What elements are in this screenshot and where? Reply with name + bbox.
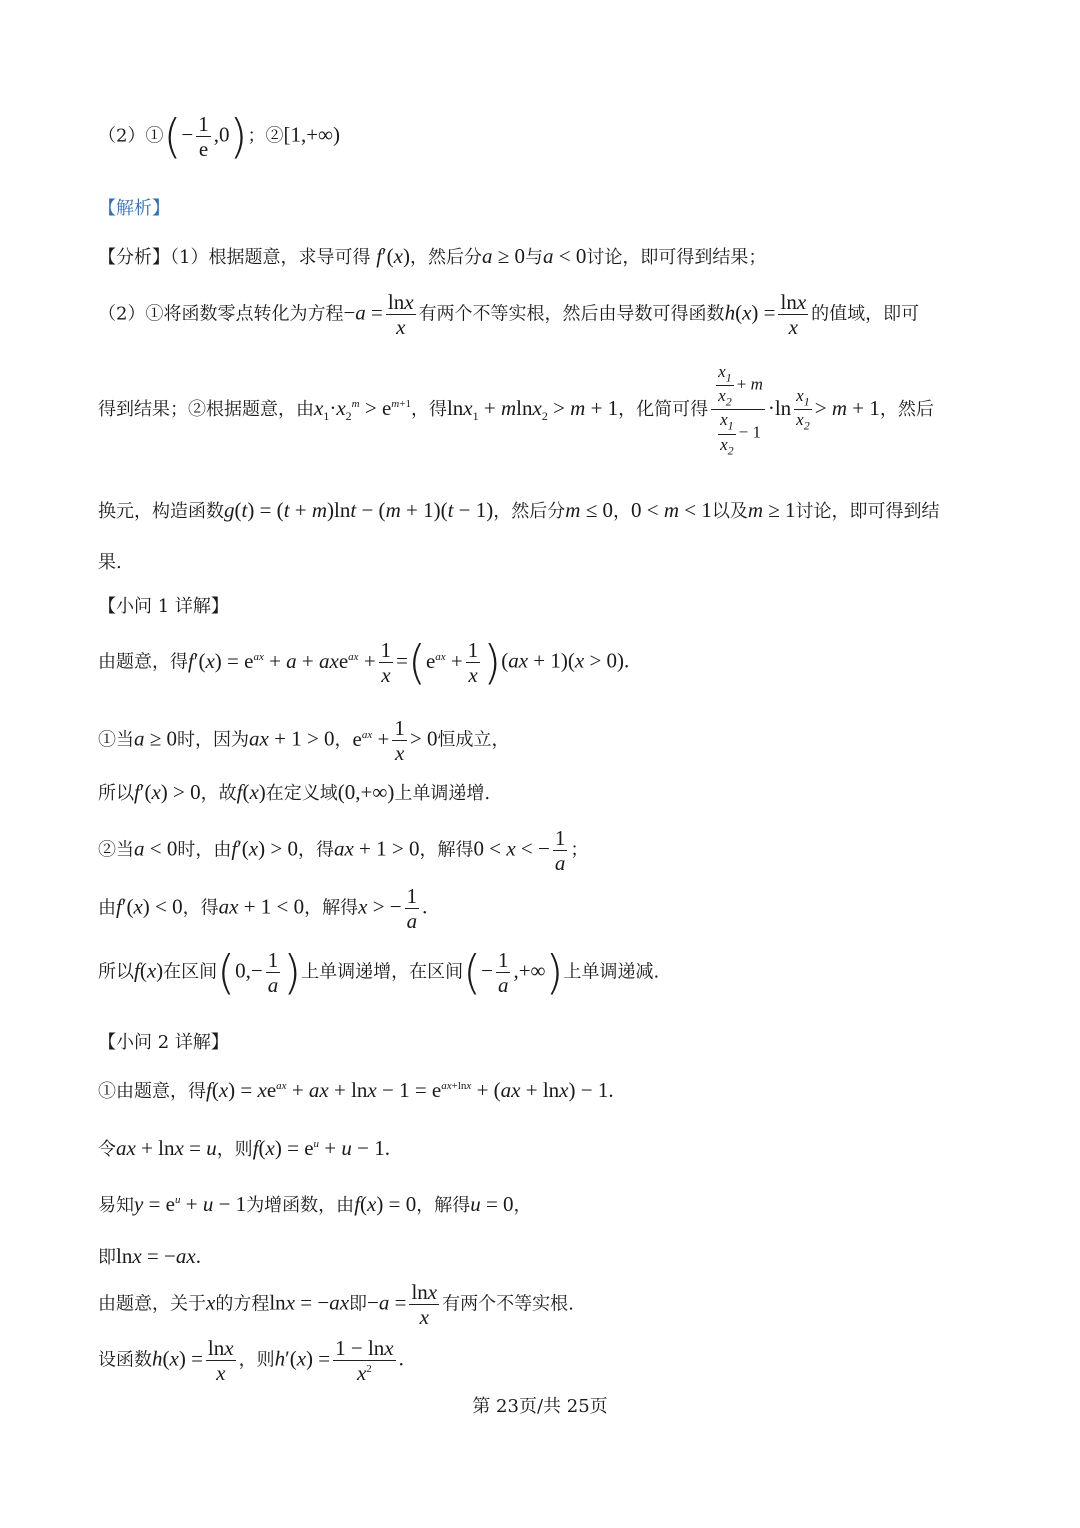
q1-text: ①当 xyxy=(98,729,134,751)
analysis-text: 与 xyxy=(524,247,543,268)
q2-text: ①由题意，得 xyxy=(98,1081,206,1102)
analysis-line-1: 【分析】（1）根据题意，求导可得 f′(x)，然后分a ≥ 0与a < 0讨论，即可得到结果； xyxy=(98,244,767,268)
q2-line-1: ①由题意，得$f(x) = xe^{ax}$ + ax + $\ln x - 1 = e^{ax+lnx} + (ax + \ln x) - 1$. xyxy=(98,1078,614,1102)
q2-text: 设函数 xyxy=(98,1349,152,1371)
answer-2-sep: ；② xyxy=(247,125,284,147)
q1-text: ，故 xyxy=(200,783,237,804)
analysis-text: ，得 xyxy=(410,398,447,420)
q2-text: 由题意，关于 xyxy=(98,1293,206,1315)
q1-text: 时，因为 xyxy=(177,729,250,751)
q2-title: 【小问 2 详解】 xyxy=(98,1032,229,1053)
q1-text: 所以 xyxy=(98,783,134,804)
analysis-text: 讨论，即可得到结 xyxy=(795,501,940,522)
q2-text: 的方程 xyxy=(215,1293,270,1315)
analysis-text: ，然后分 xyxy=(409,247,482,268)
page-footer: 第 23页/共 25页 xyxy=(472,1396,608,1417)
analysis-text: 讨论，即可得到结果； xyxy=(586,247,767,268)
q1-title: 【小问 1 详解】 xyxy=(98,596,229,617)
analysis-text: 有两个不等实根，然后由导数可得函数 xyxy=(418,303,725,325)
q2-text: 即 xyxy=(98,1247,116,1268)
analysis-text: ， xyxy=(612,501,631,522)
q1-text: ， xyxy=(334,729,353,751)
q1-line-6: 所以f(x)在区间(0,− $\frac{1}{a}$ )上单调递增，在区间(− $\frac{1}{a}$ ,+∞)上单调递减. xyxy=(98,945,660,1000)
q1-text: 上单调递减. xyxy=(563,961,660,983)
q2-text: ，解得 xyxy=(416,1195,471,1216)
analysis-line-3: 得到结果；②根据题意，由$x_1\cdot x_2^m > e^{m+1}$，得lnx$_1$ + mlnx$_2$ > m + 1，化简可得 $\frac{x_1}{x_2}$ + m $\frac{x_1}{x_2}$ − 1 ·ln $\frac{x_1}{x_2}$ > m + 1，然后 xyxy=(98,362,934,457)
q2-text: ， xyxy=(513,1195,532,1216)
analysis-text: 的值域，即可 xyxy=(811,303,920,325)
q2-text: 即 xyxy=(349,1293,368,1315)
q1-line-4: ②当a < 0时，由f′(x) > 0，得ax + 1 > 0，解得0 < x < − $\frac{1}{a}$ ； xyxy=(98,826,589,876)
q1-line-2: ①当a ≥ 0时，因为ax + 1 > 0，$e^{ax}$ + $\frac{1}{x}$ > 0恒成立， xyxy=(98,716,510,766)
q2-text: 有两个不等实根. xyxy=(442,1293,574,1315)
analysis-text: （2）①将函数零点转化为方程 xyxy=(98,303,344,325)
q1-text: ，得 xyxy=(297,839,334,861)
answer-2-line: （2）①(− $\frac{1}{e}$ ,0)；②[1,+∞) xyxy=(98,109,341,164)
q1-text: 在区间 xyxy=(163,961,218,983)
q2-line-6: 设函数h(x) = $\frac{\ln x}{x}$ ，则h′(x) = $\frac{1 - \ln x}{x^2}$ . xyxy=(98,1336,404,1386)
analysis-text: ，然后 xyxy=(879,398,934,420)
q1-text: ，解得 xyxy=(419,839,474,861)
q2-text: 为增函数，由 xyxy=(246,1195,355,1216)
analysis-text: 得到结果；②根据题意，由 xyxy=(98,398,314,420)
analysis-line-5: 果. xyxy=(98,552,122,573)
jiexi-heading: 【解析】 xyxy=(98,198,170,219)
q2-text: 易知 xyxy=(98,1195,134,1216)
answer-2-interval: [1,+∞) xyxy=(283,122,341,147)
q1-text: 上单调递增. xyxy=(394,783,491,804)
q2-text: ，则 xyxy=(216,1139,253,1160)
q1-text: ②当 xyxy=(98,839,134,861)
answer-2-prefix: （2）① xyxy=(98,125,164,147)
analysis-text: 换元，构造函数 xyxy=(98,501,224,522)
q1-text: 由 xyxy=(98,897,116,919)
q2-line-3: 易知$y = e^u + u - 1$为增函数，由f(x) = 0，解得u = 0， xyxy=(98,1192,532,1216)
analysis-text: ，然后分 xyxy=(493,501,566,522)
analysis-text: （1）根据题意，求导可得 xyxy=(170,247,371,268)
q1-text: ，解得 xyxy=(304,897,359,919)
q2-line-4: 即lnx = −ax. xyxy=(98,1244,201,1268)
q1-text: 由题意，得 xyxy=(98,651,188,673)
analysis-text: 以及 xyxy=(711,501,748,522)
analysis-label: 【分析】 xyxy=(98,247,170,268)
q1-text: 上单调递增，在区间 xyxy=(301,961,464,983)
q2-line-2: 令ax + lnx = u，则$f(x) = e^u + u - 1$. xyxy=(98,1136,390,1160)
q1-line-1: 由题意，得$f'(x) = e^{ax} + a + axe^{ax}$ + $\frac{1}{x}$ $=(e^{ax}$ + $\frac{1}{x}$ )(ax + 1)(x > 0). xyxy=(98,635,630,690)
analysis-line-2: （2）①将函数零点转化为方程−a = $\frac{\ln x}{x}$ 有两个不等实根，然后由导数可得函数h(x) = $\frac{\ln x}{x}$ 的值域，即可 xyxy=(98,290,920,340)
q1-line-5: 由f′(x) < 0，得ax + 1 < 0，解得x > − $\frac{1}{a}$ . xyxy=(98,884,428,934)
q2-text: 令 xyxy=(98,1139,116,1160)
q1-text: 所以 xyxy=(98,961,134,983)
analysis-line-4: 换元，构造函数g(t) = (t + m)lnt − (m + 1)(t − 1)，然后分m ≤ 0，0 < m < 1以及m ≥ 1讨论，即可得到结 xyxy=(98,498,940,522)
q1-text: ，得 xyxy=(182,897,219,919)
q1-text: ； xyxy=(570,839,589,861)
q1-line-3: 所以f′(x) > 0，故f(x)在定义域(0,+∞)上单调递增. xyxy=(98,780,491,804)
analysis-text: ，化简可得 xyxy=(618,398,709,420)
q1-text: 在定义域 xyxy=(265,783,338,804)
q2-line-5: 由题意，关于x的方程lnx = −ax即−a = $\frac{\ln x}{x}$ 有两个不等实根. xyxy=(98,1280,574,1330)
q2-text: ，则 xyxy=(238,1349,275,1371)
q1-text: 时，由 xyxy=(177,839,232,861)
q1-text: 恒成立， xyxy=(437,729,510,751)
